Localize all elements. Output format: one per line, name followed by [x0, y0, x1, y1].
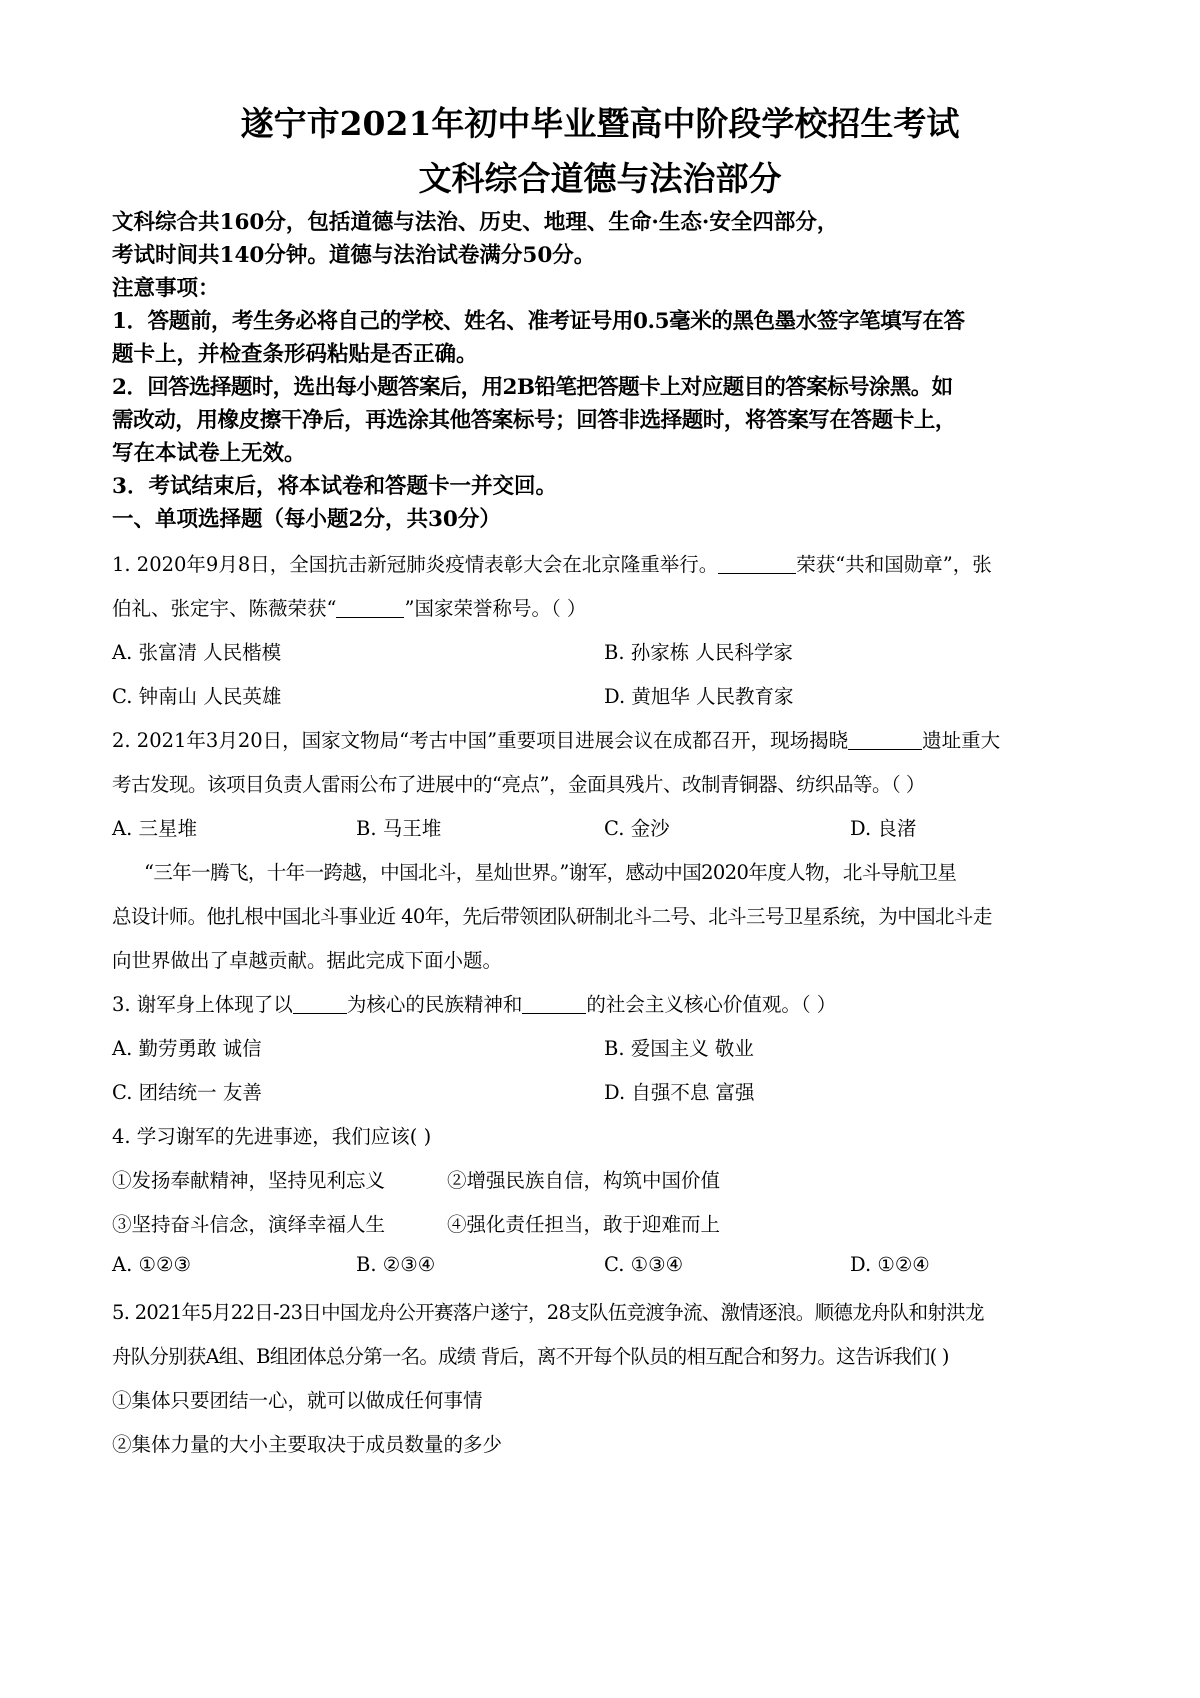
q1-stem-line-1	[112, 549, 992, 577]
q1-stem-text-a: 1. 2020年9月8日，全国抗击新冠肺炎疫情表彰大会在北京隆重举行。	[112, 553, 719, 576]
q4-option-a: A. ①②③	[112, 1253, 191, 1276]
exam-title: 遂宁市2021年初中毕业暨高中阶段学校招生考试	[240, 104, 960, 143]
q1-option-a: A. 张富清 人民楷模	[112, 641, 282, 664]
q3-stem-text-b: 为核心的民族精神和	[346, 993, 523, 1016]
notice-2-line-3: 写在本试卷上无效。	[112, 441, 306, 466]
q5-item-2: ②集体力量的大小主要取决于成员数量的多少	[112, 1433, 503, 1456]
q2-option-c: C. 金沙	[604, 817, 670, 840]
notice-heading: 注意事项：	[112, 276, 220, 301]
notice-3: 3．考试结束后，将本试卷和答题卡一并交回。	[112, 474, 557, 499]
q4-option-c: C. ①③④	[604, 1253, 684, 1276]
q2-option-d: D. 良渚	[850, 817, 917, 840]
q3-stem	[112, 989, 836, 1017]
answer-blank	[718, 554, 796, 575]
answer-blank	[336, 598, 404, 619]
q3-stem-text-a: 3. 谢军身上体现了以	[112, 993, 293, 1016]
q2-stem-line-2: 考古发现。该项目负责人雷雨公布了进展中的“亮点”，金面具残片、改制青铜器、纺织品等。（ ）	[112, 773, 925, 796]
q3-option-c: C. 团结统一 友善	[112, 1081, 262, 1104]
q2-stem-text-a: 2. 2021年3月20日，国家文物局“考古中国”重要项目进展会议在成都召开，现场揭晓	[112, 729, 849, 752]
q1-option-b: B. 孙家栋 人民科学家	[604, 641, 793, 664]
answer-blank	[522, 994, 586, 1015]
passage-line-2: 总设计师。他扎根中国北斗事业近 40年，先后带领团队研制北斗二号、北斗三号卫星系统，为中国北斗走	[112, 905, 992, 928]
q2-option-a: A. 三星堆	[112, 817, 197, 840]
section-heading: 一、单项选择题（每小题2分，共30分）	[112, 507, 501, 532]
q2-stem-text-b: 遗址重大	[922, 729, 1001, 752]
q1-stem-line-2	[112, 593, 586, 621]
q1-stem-text-b: 荣获“共和国勋章”，张	[796, 553, 992, 576]
q1-option-c: C. 钟南山 人民英雄	[112, 685, 282, 708]
notice-2-line-1: 2．回答选择题时，选出每小题答案后，用2B铅笔把答题卡上对应题目的答案标号涂黑。如	[112, 375, 953, 400]
q2-stem-line-1	[112, 725, 1000, 753]
intro-line-1: 文科综合共160分，包括道德与法治、历史、地理、生命·生态·安全四部分，	[112, 210, 839, 235]
q1-option-d: D. 黄旭华 人民教育家	[604, 685, 794, 708]
q4-item-1: ①发扬奉献精神，坚持见利忘义	[112, 1169, 386, 1192]
q4-item-2: ②增强民族自信，构筑中国价值	[447, 1169, 721, 1192]
q3-option-d: D. 自强不息 富强	[604, 1081, 755, 1104]
q4-option-b: B. ②③④	[356, 1253, 436, 1276]
q5-stem-line-2: 舟队分别获A组、B组团体总分第一名。成绩 背后，离不开每个队员的相互配合和努力。这告诉我们( )	[112, 1345, 949, 1368]
q1-stem-text-d: ”国家荣誉称号。（ ）	[404, 597, 587, 620]
notice-1-line-2: 题卡上，并检查条形码粘贴是否正确。	[112, 342, 478, 367]
passage-line-3: 向世界做出了卓越贡献。据此完成下面小题。	[112, 949, 503, 972]
q2-option-b: B. 马王堆	[356, 817, 442, 840]
q3-option-b: B. 爱国主义 敬业	[604, 1037, 754, 1060]
answer-blank	[293, 994, 347, 1015]
answer-blank	[848, 730, 922, 751]
notice-2-line-2: 需改动，用橡皮擦干净后，再选涂其他答案标号；回答非选择题时，将答案写在答题卡上，	[112, 408, 957, 433]
notice-1-line-1: 1．答题前，考生务必将自己的学校、姓名、准考证号用0.5毫米的黑色墨水签字笔填写在答	[112, 309, 965, 334]
passage-line-1: “三年一腾飞，十年一跨越，中国北斗，星灿世界。”谢军，感动中国2020年度人物，北斗导航卫星	[144, 861, 957, 884]
q4-item-3: ③坚持奋斗信念，演绎幸福人生	[112, 1213, 386, 1236]
q3-stem-text-c: 的社会主义核心价值观。（ ）	[586, 993, 837, 1016]
intro-line-2: 考试时间共140分钟。道德与法治试卷满分50分。	[112, 243, 596, 268]
q4-item-4: ④强化责任担当，敢于迎难而上	[447, 1213, 721, 1236]
exam-subtitle: 文科综合道德与法治部分	[418, 159, 782, 198]
q3-option-a: A. 勤劳勇敢 诚信	[112, 1037, 262, 1060]
q5-item-1: ①集体只要团结一心，就可以做成任何事情	[112, 1389, 483, 1412]
q1-stem-text-c: 伯礼、张定宇、陈薇荣获“	[112, 597, 337, 620]
q4-option-d: D. ①②④	[850, 1253, 930, 1276]
q4-stem: 4. 学习谢军的先进事迹，我们应该( )	[112, 1125, 432, 1148]
q5-stem-line-1: 5. 2021年5月22日-23日中国龙舟公开赛落户遂宁，28支队伍竞渡争流、激情逐浪。顺德龙舟队和射洪龙	[112, 1301, 984, 1324]
